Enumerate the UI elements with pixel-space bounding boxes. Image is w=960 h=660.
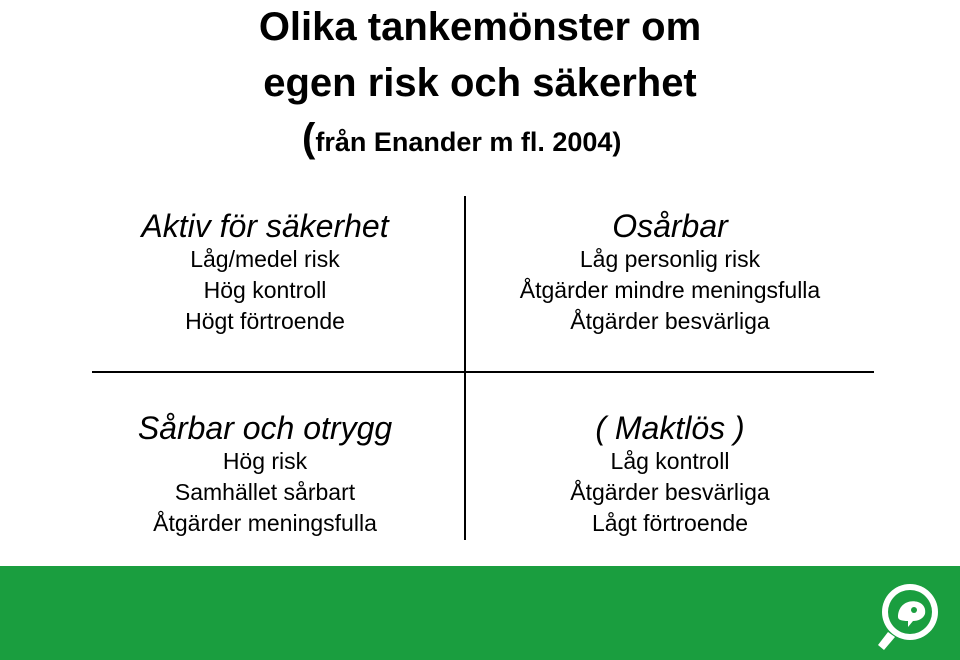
quadrant-line: Åtgärder meningsfulla	[153, 510, 377, 536]
quadrant-line: Åtgärder besvärliga	[570, 479, 770, 505]
quadrant-line: Låg/medel risk	[190, 246, 340, 272]
quadrant-heading: Osårbar	[612, 208, 728, 244]
quadrant-heading: Sårbar och otrygg	[137, 410, 393, 446]
source-citation	[302, 116, 621, 161]
quadrant-line: Låg kontroll	[610, 448, 730, 474]
source-text: från Enander m fl. 2004)	[315, 127, 622, 157]
quadrant-top-left	[110, 208, 420, 337]
quadrant-line: Hög kontroll	[203, 277, 327, 303]
quadrant-heading: ( Maktlös )	[595, 410, 745, 446]
quadrant-line: Samhället sårbart	[174, 479, 356, 505]
title-line-1: Olika tankemönster om	[258, 5, 702, 49]
quadrant-bottom-right	[470, 410, 870, 539]
title-line-2: egen risk och säkerhet	[263, 61, 697, 105]
quadrant-line: Lågt förtroende	[591, 510, 748, 536]
magnifier-face-icon	[868, 575, 950, 657]
vertical-axis-divider	[464, 196, 466, 540]
quadrant-top-right	[470, 208, 870, 337]
quadrant-line: Åtgärder mindre meningsfulla	[519, 277, 821, 303]
footer-bar	[0, 566, 960, 660]
source-open-paren: (	[302, 116, 316, 160]
quadrant-heading: Aktiv för säkerhet	[141, 208, 389, 244]
quadrant-line: Högt förtroende	[185, 308, 345, 334]
quadrant-line: Hög risk	[222, 448, 308, 474]
quadrant-line: Låg personlig risk	[579, 246, 761, 272]
quadrant-bottom-left	[110, 410, 420, 539]
quadrant-line: Åtgärder besvärliga	[570, 308, 770, 334]
horizontal-axis-divider	[92, 371, 874, 373]
